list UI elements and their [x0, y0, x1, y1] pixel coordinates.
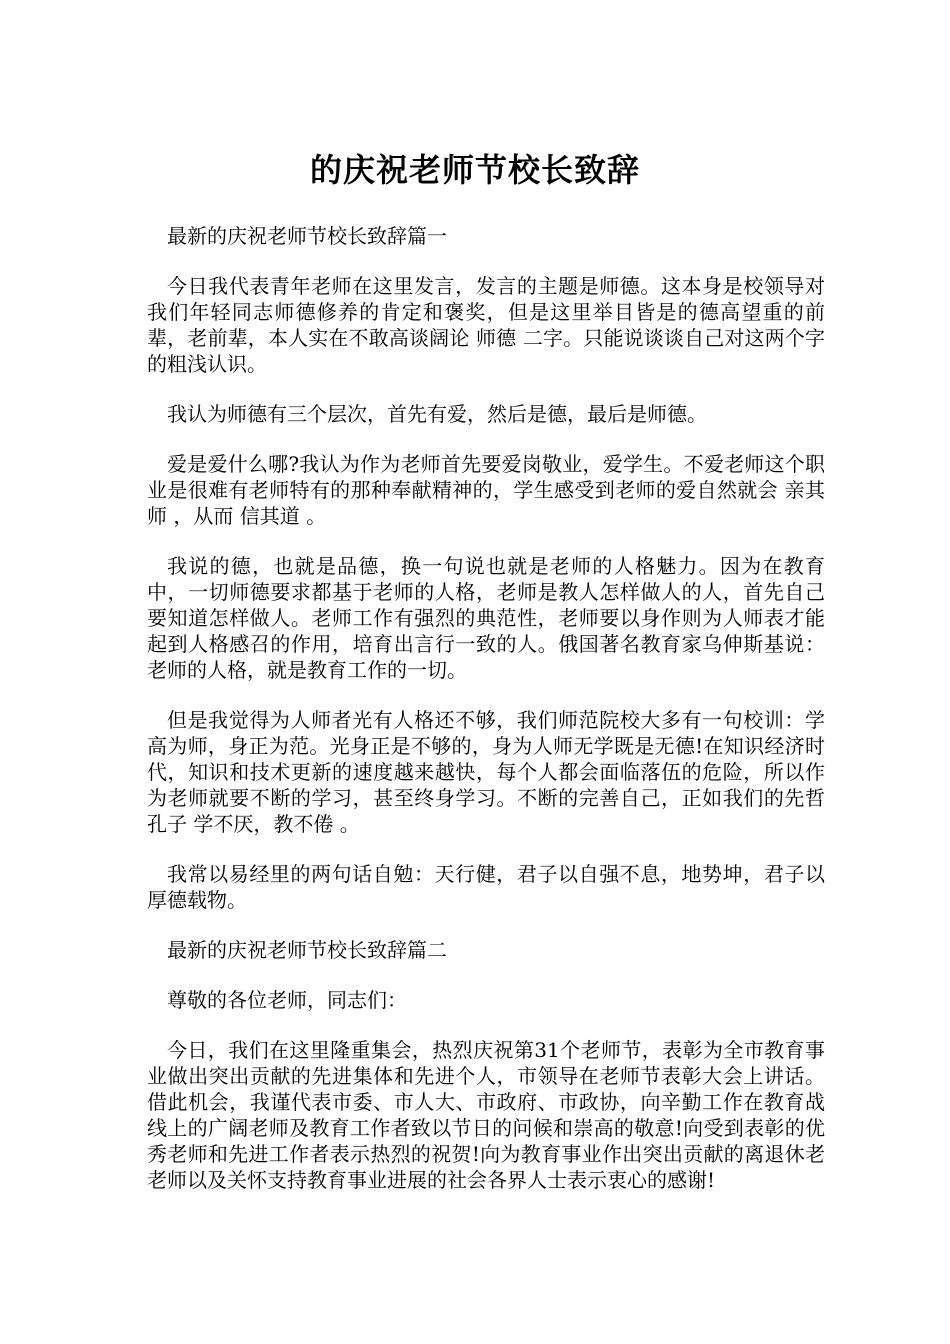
- paragraph: 我常以易经里的两句话自勉：天行健，君子以自强不息，地势坤，君子以厚德载物。: [147, 862, 825, 912]
- paragraph: 今日我代表青年老师在这里发言，发言的主题是师德。这本身是校领导对我们年轻同志师德修养的肯定和褒奖，但是这里举目皆是的德高望重的前辈，老前辈，本人实在不敢高谈阔论 师德 二字。只能说谈谈自己对这两个字的粗浅认识。: [147, 274, 825, 376]
- paragraph: 我认为师德有三个层次，首先有爱，然后是德，最后是师德。: [167, 402, 707, 426]
- section-heading-2: 最新的庆祝老师节校长致辞篇二: [167, 938, 447, 962]
- paragraph: 但是我觉得为人师者光有人格还不够，我们师范院校大多有一句校训：学高为师，身正为范。光身正是不够的，身为人师无学既是无德!在知识经济时代，知识和技术更新的速度越来越快，每个人都会面临落伍的危险，所以作为老师就要不断的学习，甚至终身学习。不断的完善自己，正如我们的先哲孔子 学不厌，教不倦 。: [147, 708, 825, 836]
- paragraph: 今日，我们在这里隆重集会，热烈庆祝第31个老师节，表彰为全市教育事业做出突出贡献的先进集体和先进个人，市领导在老师节表彰大会上讲话。借此机会，我谨代表市委、市人大、市政府、市政协，向辛勤工作在教育战线上的广阔老师及教育工作者致以节日的问候和崇高的敬意!向受到表彰的优秀老师和先进工作者表示热烈的祝贺!向为教育事业作出突出贡献的离退休老老师以及关怀支持教育事业进展的社会各界人士表示衷心的感谢!: [147, 1038, 825, 1192]
- section-heading-1: 最新的庆祝老师节校长致辞篇一: [167, 224, 447, 248]
- salutation: 尊敬的各位老师，同志们：: [167, 988, 407, 1012]
- document-title: 的庆祝老师节校长致辞: [309, 151, 640, 190]
- paragraph: 爱是爱什么哪?我认为作为老师首先要爱岗敬业，爱学生。不爱老师这个职业是很难有老师特有的那种奉献精神的，学生感受到老师的爱自然就会 亲其师 ，从而 信其道 。: [147, 452, 825, 528]
- paragraph: 我说的德，也就是品德，换一句说也就是老师的人格魅力。因为在教育中，一切师德要求都基于老师的人格，老师是教人怎样做人的人，首先自己要知道怎样做人。老师工作有强烈的典范性，老师要以身作则为人师表才能起到人格感召的作用，培育出言行一致的人。俄国著名教育家乌伸斯基说： 老师的人格，就是教育工作的一切。: [147, 554, 825, 682]
- document-body: [147, 223, 825, 1217]
